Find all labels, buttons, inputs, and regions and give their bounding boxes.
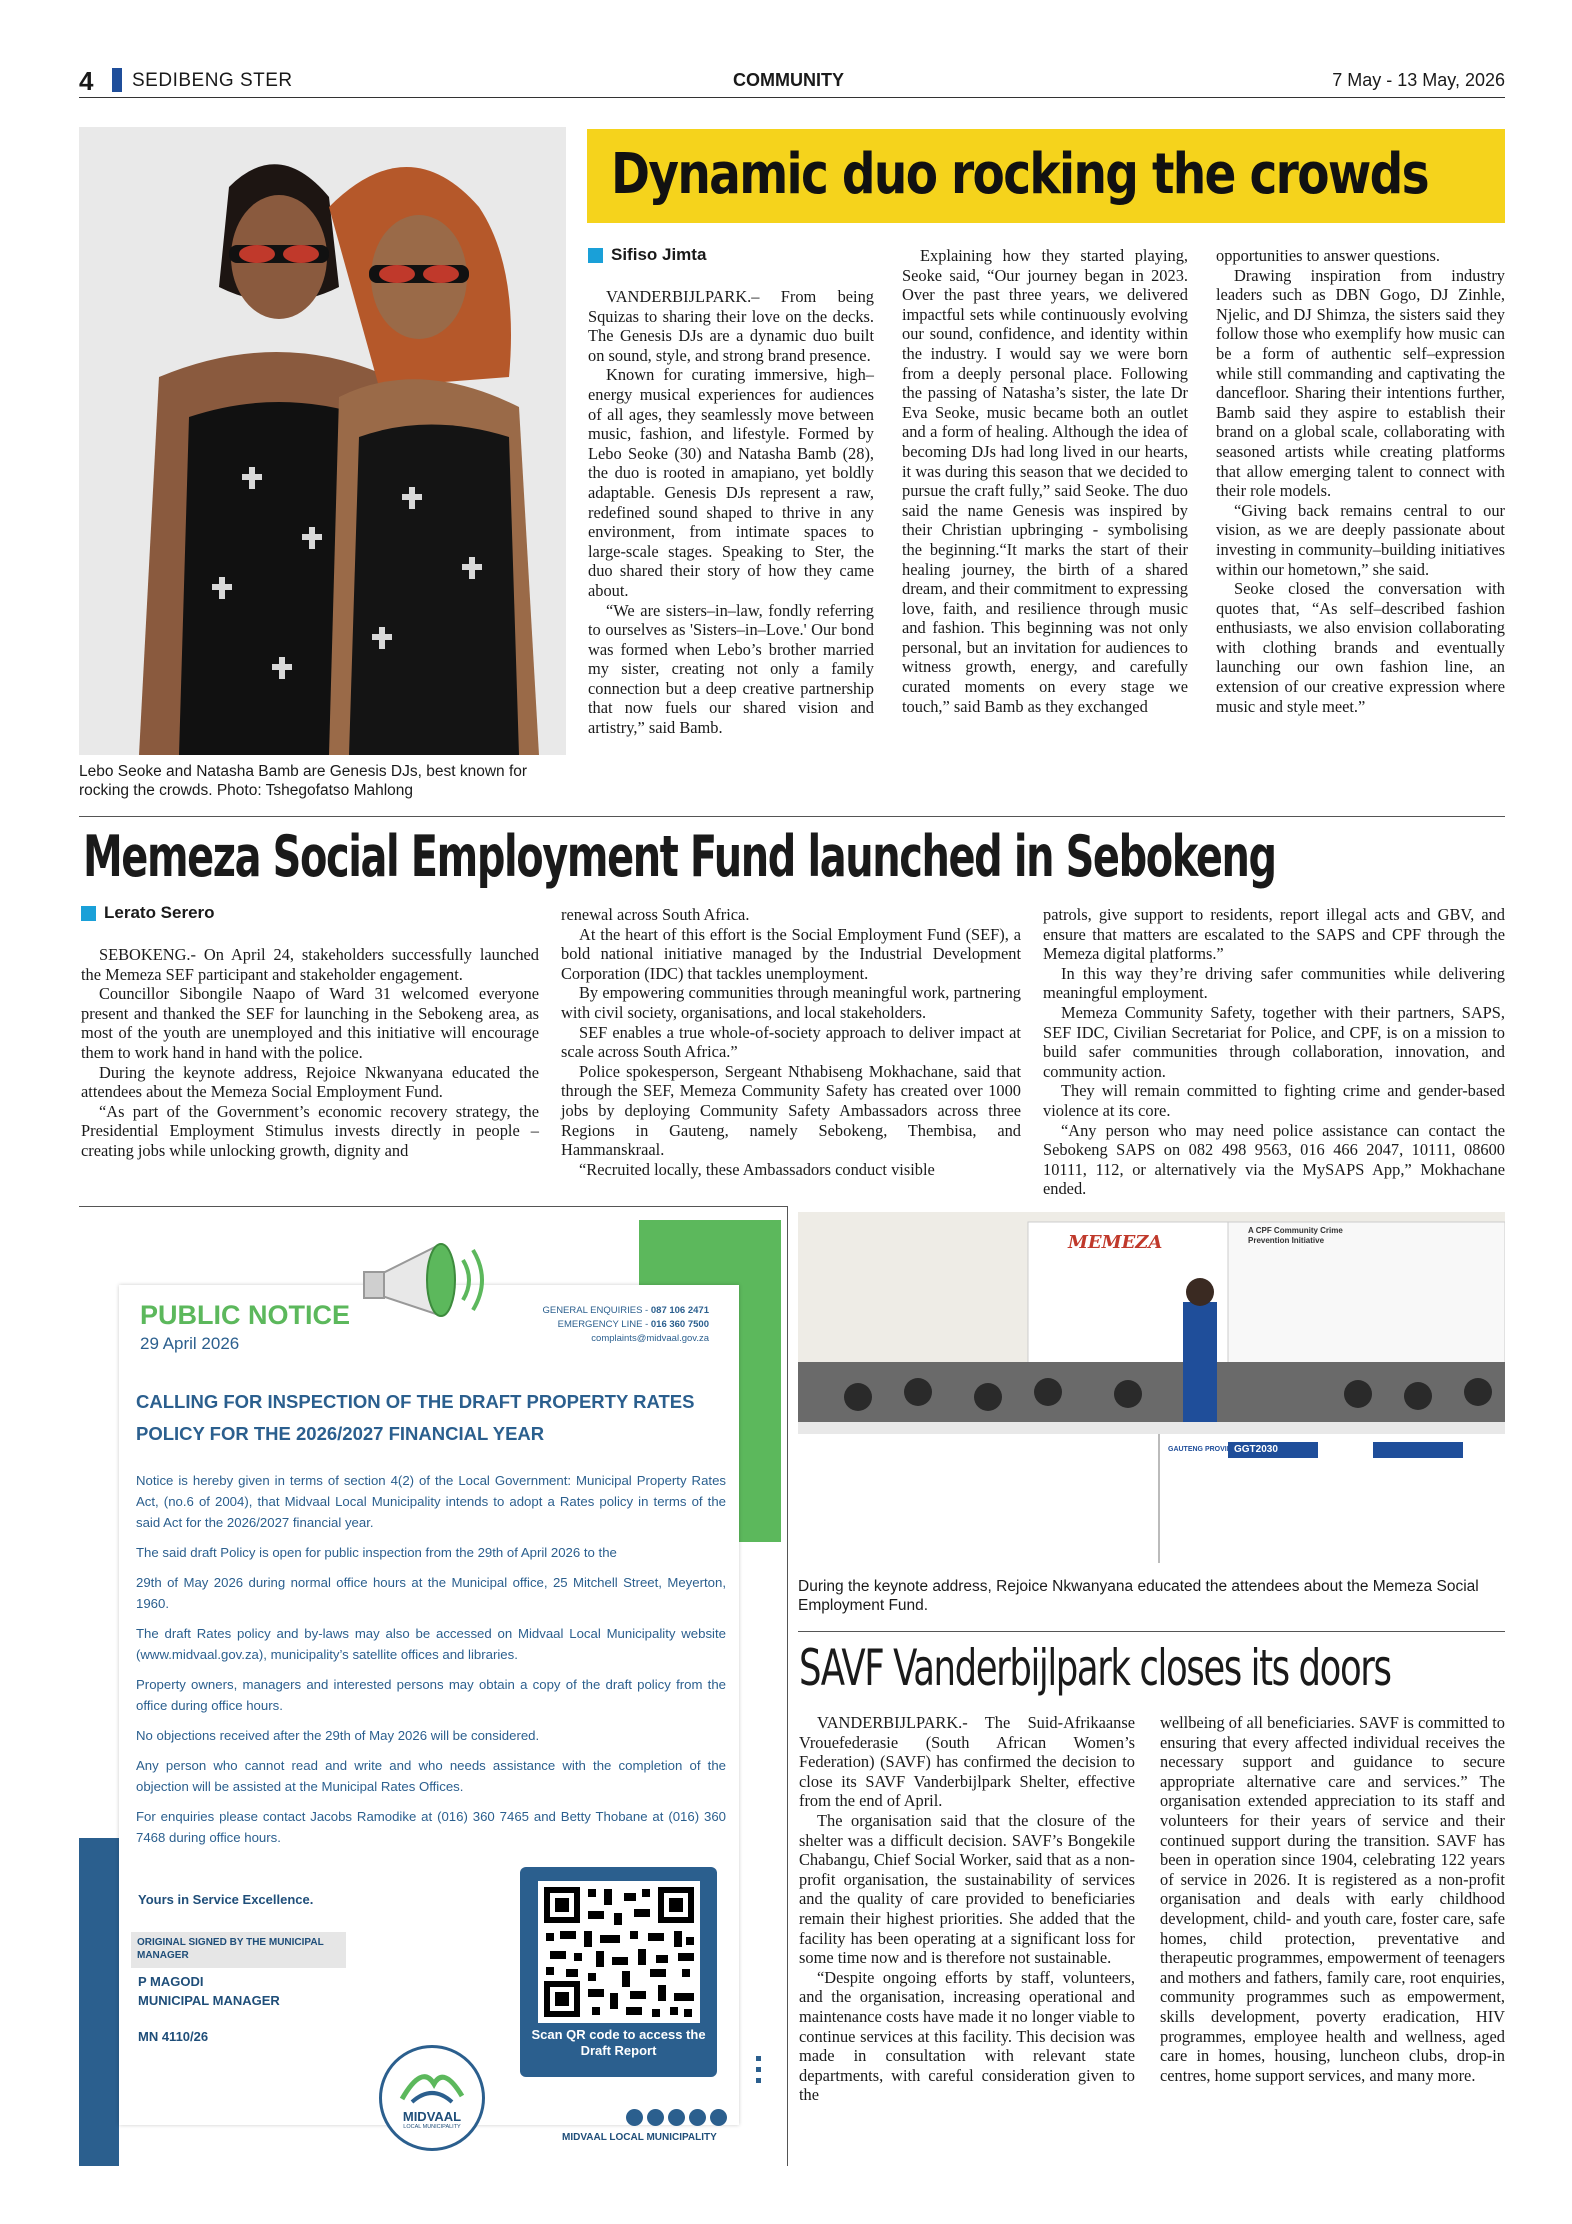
- signatory-title: MUNICIPAL MANAGER: [138, 1993, 280, 2008]
- notice-contacts: [542, 1304, 709, 1346]
- notice-motto: Yours in Service Excellence.: [138, 1892, 314, 1907]
- launch-photo-illustration: [798, 1212, 1505, 1563]
- memeza-banner: MEMEZA: [1068, 1232, 1163, 1253]
- savf-para: VANDERBIJLPARK.- The Suid-Afrikaanse Vrouefederasie (South African Women’s Federation) (SAVF) has confirmed the decision to close its SAVF Vanderbijlpark Shelter, effective from the end of April.: [799, 1713, 1135, 1811]
- enquiries-label: GENERAL ENQUIRIES -: [542, 1305, 651, 1316]
- midvaal-logo-text: MIDVAAL: [402, 2109, 462, 2124]
- qr-panel: [520, 1867, 717, 2077]
- duo-para: Explaining how they started playing, Seoke said, “Our journey began in 2023. Over the past three years, we delivered impactful sets while continuously evolving our sound, confidence, and identity within the industry. I would say we were born from a deeply personal place. Following the passing of Natasha’s sister, the late Dr Eva Seoke, music became both an outlet and a form of healing. Although the idea of becoming DJs had long lived in our hearts, it was during this season that we decided to pursue the craft fully,” said Seoke. The duo said the name Genesis was inspired by their Christian upbringing - symbolising the beginning.“It marks the start of their healing journey, the birth of a shared dream, and their commitment to expressing love, faith, and resilience through music and fashion. This beginning was not only personal, but an invitation for audiences to witness growth, energy, and carefully curated moments on every stage we touch,” said Bamb as they exchanged: [902, 246, 1188, 716]
- notice-para: Any person who cannot read and write and who needs assistance with the completion of the objection will be assisted at the Municipal Rates Offices.: [136, 1758, 726, 1794]
- memeza-para: SEBOKENG.- On April 24, stakeholders successfully launched the Memeza SEF participant and stakeholder engagement.: [81, 945, 539, 984]
- page-number: 4: [79, 66, 94, 96]
- megaphone-icon: [359, 1220, 509, 1340]
- memeza-para: They will remain committed to fighting crime and gender-based violence at its core.: [1043, 1081, 1505, 1120]
- section-name: COMMUNITY: [733, 70, 844, 90]
- duo-headline-box: [587, 129, 1505, 223]
- savf-para: The organisation said that the closure of the shelter was a difficult decision. SAVF’s Bongekile Chabangu, Chief Social Worker, said that as a non-profit organisation, the sustainability of services and the quality of care provided to beneficiaries remain their highest priorities. She added that the facility has been operating at a significant loss for some time now and is therefore not sustainable.: [799, 1810, 1135, 1968]
- duo-byline: [588, 245, 706, 265]
- notice-blue-block: [79, 1838, 119, 2166]
- ggt-label: GGT2030: [1234, 1444, 1278, 1455]
- notice-para: Notice is hereby given in terms of section 4(2) of the Local Government: Municipal Property Rates Act, (no.6 of 2004), that Midvaal Local Municipality intends to adopt a Rates policy in terms of the said Act for the 2026/2027 financial year.: [136, 1473, 726, 1530]
- section-rule-2: [79, 1206, 787, 1207]
- signatory-name: P MAGODI: [138, 1974, 204, 1989]
- qr-caption: Scan QR code to access the Draft Report: [531, 2027, 706, 2058]
- duo-byline-name: Sifiso Jimta: [611, 245, 707, 264]
- notice-date: 29 April 2026: [140, 1334, 240, 1353]
- memeza-para: renewal across South Africa.: [561, 905, 750, 924]
- notice-heading: CALLING FOR INSPECTION OF THE DRAFT PROPERTY RATES POLICY FOR THE 2026/2027 FINANCIAL YEAR: [136, 1391, 695, 1444]
- memeza-para: “As part of the Government’s economic recovery strategy, the Presidential Employment Stimulus invests directly in people – creating jobs while unlocking growth, dignity and: [81, 1101, 539, 1160]
- memeza-byline: [81, 903, 215, 923]
- duo-photo: [79, 127, 566, 755]
- savf-col-2: [1160, 1713, 1505, 2085]
- cpf-banner: A CPF Community Crime Prevention Initiative: [1248, 1226, 1343, 1245]
- section-rule-1: [79, 816, 1505, 817]
- memeza-byline-name: Lerato Serero: [104, 903, 215, 922]
- duo-para: Seoke closed the conversation with quotes that, “As self–described fashion enthusiasts, we also envision collaborating with clothing brands and eventually launching our own fashion line, an extension of our creative expression where music and style meet.”: [1216, 579, 1505, 716]
- emergency-label: EMERGENCY LINE -: [557, 1319, 651, 1330]
- enquiries-line: [542, 1304, 709, 1318]
- byline-marker: [81, 906, 96, 921]
- notice-ref: MN 4110/26: [138, 2029, 209, 2044]
- duo-para: Drawing inspiration from industry leaders such as DBN Gogo, DJ Zinhle, Njelic, and DJ Shimza, the sisters said they follow those who exemplify how music can be a form of authentic self–expression while still commanding and captivating the dancefloor. Sharing their intentions further, Bamb said they aspire to establish their brand on a global scale, collaborating with seasoned artists while creating platforms that allow emerging talent to connect with their role models.: [1216, 265, 1505, 501]
- midvaal-logo-sub: LOCAL MUNICIPALITY: [403, 2124, 461, 2130]
- notice-para: No objections received after the 29th of May 2026 will be considered.: [136, 1728, 540, 1743]
- memeza-col-3: [1043, 905, 1505, 1199]
- more-dots-icon: [756, 2056, 761, 2084]
- duo-photo-caption: Lebo Seoke and Natasha Bamb are Genesis DJs, best known for rocking the crowds. Photo: Tshegofatso Mahlong: [79, 763, 528, 799]
- memeza-para: SEF enables a true whole-of-society approach to deliver impact at scale across South Africa.”: [561, 1022, 1021, 1062]
- notice-para: For enquiries please contact Jacobs Ramodike at (016) 360 7465 and Betty Thobane at (016) 360 7468 during office hours.: [136, 1809, 726, 1845]
- byline-marker: [588, 248, 603, 263]
- memeza-para: By empowering communities through meaningful work, partnering with civil society, organisations, and local stakeholders.: [561, 983, 1021, 1022]
- notice-para: 29th of May 2026 during normal office hours at the Municipal office, 25 Mitchell Street, Meyerton, 1960.: [136, 1575, 726, 1611]
- memeza-para: At the heart of this effort is the Social Employment Fund (SEF), a bold national initiative managed by the Industrial Development Corporation (IDC) that tackles unemployment.: [561, 924, 1021, 983]
- savf-headline: SAVF Vanderbijlpark closes its doors: [799, 1639, 1391, 1697]
- memeza-para: “Any person who may need police assistance can contact the Sebokeng SAPS on 082 498 9563, 016 466 2047, 10111, 08600 10111, 112, or alternatively via the MySAPS App,” Mokhachane ended.: [1043, 1120, 1505, 1199]
- youtube-icon[interactable]: [710, 2109, 727, 2126]
- social-icons: [626, 2109, 727, 2126]
- signed-label: ORIGINAL SIGNED BY THE MUNICIPAL MANAGER: [137, 1937, 324, 1961]
- paper-name: SEDIBENG STER: [132, 70, 293, 91]
- paper-name-marker: [112, 68, 122, 92]
- page-header: [79, 66, 1505, 96]
- emergency-line: [542, 1318, 709, 1332]
- notice-para: Property owners, managers and interested persons may obtain a copy of the draft policy from the office during office hours.: [136, 1677, 726, 1713]
- memeza-para: Councillor Sibongile Naapo of Ward 31 welcomed everyone present and thanked the SEF for launching in the Sebokeng area, as most of the youth are unemployed and this initiative will encourage them to work hand in hand with the police.: [81, 984, 539, 1062]
- duo-para: “We are sisters–in–law, fondly referring to ourselves as 'Sisters–in–Love.' Our bond was formed when Lebo’s brother married my sister, creating not only a family connection but a deep creative partnership that now fuels our shared vision and artistry,” said Bamb.: [588, 600, 874, 738]
- issue-date: 7 May - 13 May, 2026: [1332, 70, 1505, 90]
- launch-photo-caption: During the keynote address, Rejoice Nkwanyana educated the attendees about the Memeza Social Employment Fund.: [798, 1578, 1479, 1614]
- memeza-col-1: [81, 945, 539, 1161]
- memeza-para: During the keynote address, Rejoice Nkwanyana educated the attendees about the Memeza Social Employment Fund.: [81, 1062, 539, 1102]
- gauteng-label: GAUTENG PROVINCE: [1168, 1446, 1242, 1453]
- notice-divider: [787, 1206, 788, 2166]
- duo-para: Known for curating immersive, high–energy musical experiences for audiences of all ages, they seamlessly move between music, fashion, and lifestyle. Formed by Lebo Seoke (30) and Natasha Bamb (28), the duo is rooted in amapiano, yet boldly adaptable. Genesis DJs represent a raw, redefined sound shaped to thrive in any environment, from intimate spaces to large-scale stages. Speaking to Ster, the duo shared their story of how they came about.: [588, 365, 874, 600]
- memeza-para: patrols, give support to residents, report illegal acts and GBV, and ensure that matters are escalated to the SAPS and CPF through the Memeza digital platforms.”: [1043, 905, 1505, 964]
- facebook-icon[interactable]: [626, 2109, 643, 2126]
- duo-headline: Dynamic duo rocking the crowds: [611, 142, 1428, 207]
- savf-para: “Despite ongoing efforts by staff, volunteers, and the organisation, increasing operational and maintenance costs have made it no longer viable to continue services at this facility. This decision was made in consultation with relevant state departments, with careful consideration given to the: [799, 1967, 1135, 2105]
- memeza-para: Memeza Community Safety, together with their partners, SAPS, SEF IDC, Civilian Secretariat for Police, and CPF, is on a mission to build safer communities through collaboration, innovation, and community action.: [1043, 1002, 1505, 1081]
- notice-title: PUBLIC NOTICE: [140, 1300, 351, 1330]
- memeza-para: “Recruited locally, these Ambassadors conduct visible: [579, 1159, 935, 1179]
- notice-footer-name: MIDVAAL LOCAL MUNICIPALITY: [562, 2132, 717, 2143]
- notice-body: [136, 1470, 726, 1848]
- public-notice: [79, 1220, 781, 2166]
- notice-para: The draft Rates policy and by-laws may also be accessed on Midvaal Local Municipality website (www.midvaal.gov.za), municipality’s satellite offices and libraries.: [136, 1626, 726, 1662]
- memeza-headline: Memeza Social Employment Fund launched in Sebokeng: [83, 824, 1276, 890]
- emergency-number: 016 360 7500: [650, 1319, 709, 1330]
- midvaal-logo-icon: [382, 2054, 482, 2114]
- notice-email: complaints@midvaal.gov.za: [591, 1333, 709, 1344]
- launch-photo: [798, 1212, 1505, 1563]
- notice-para: The said draft Policy is open for public inspection from the 29th of April 2026 to the: [136, 1545, 617, 1560]
- duo-photo-illustration: [79, 127, 566, 755]
- section-rule-3: [798, 1631, 1505, 1632]
- x-icon[interactable]: [647, 2109, 664, 2126]
- instagram-icon[interactable]: [689, 2109, 706, 2126]
- header-rule: [79, 97, 1505, 98]
- duo-para: VANDERBIJLPARK.– From being Squizas to sharing their love on the decks. The Genesis DJs are a dynamic duo built on sound, style, and strong brand presence.: [588, 287, 874, 365]
- savf-para: wellbeing of all beneficiaries. SAVF is committed to ensuring that every affected individual receives the necessary support and guidance to secure appropriate alternative care and services.” The organisation extended appreciation to its staff and volunteers for their years of service and their continued support during the transition. SAVF has been in operation since 1904, celebrating 122 years of service in 2026. It is registered as a non-profit organisation and deals with early childhood development, child- and youth care, foster care, safe homes, child protection, preventative and therapeutic programmes, empowerment of teenagers and mothers and fathers, family care, root enquiries, community programmes such as empowerment, skills development, poverty eradication, HIV programmes, employee health and wellness, aged care in homes, housing, luncheon clubs, drop-in centres, home support services, and many more.: [1160, 1713, 1505, 2085]
- linkedin-icon[interactable]: [668, 2109, 685, 2126]
- memeza-para: Police spokesperson, Sergeant Nthabiseng Mokhachane, said that through the SEF, Memeza Community Safety has created over 1000 jobs by deploying Community Safety Ambassadors across three Regions in Gauteng, namely Sebokeng, Thembisa, and Hammanskraal.: [561, 1061, 1021, 1160]
- memeza-para: In this way they’re driving safer communities while delivering meaningful employment.: [1043, 963, 1505, 1003]
- duo-para: opportunities to answer questions.: [1216, 246, 1440, 265]
- duo-col-1: [588, 287, 874, 738]
- duo-col-2: [902, 246, 1188, 716]
- memeza-col-2: [561, 905, 1021, 1179]
- signed-label-box: [131, 1932, 346, 1968]
- midvaal-logo: [379, 2045, 485, 2151]
- duo-col-3: [1216, 246, 1505, 716]
- enquiries-number: 087 106 2471: [650, 1305, 709, 1316]
- qr-code-icon[interactable]: [538, 1881, 700, 2023]
- savf-col-1: [799, 1713, 1135, 2105]
- duo-para: “Giving back remains central to our vision, as we are deeply passionate about investing in community–building initiatives within our hometown,” she said.: [1216, 500, 1505, 579]
